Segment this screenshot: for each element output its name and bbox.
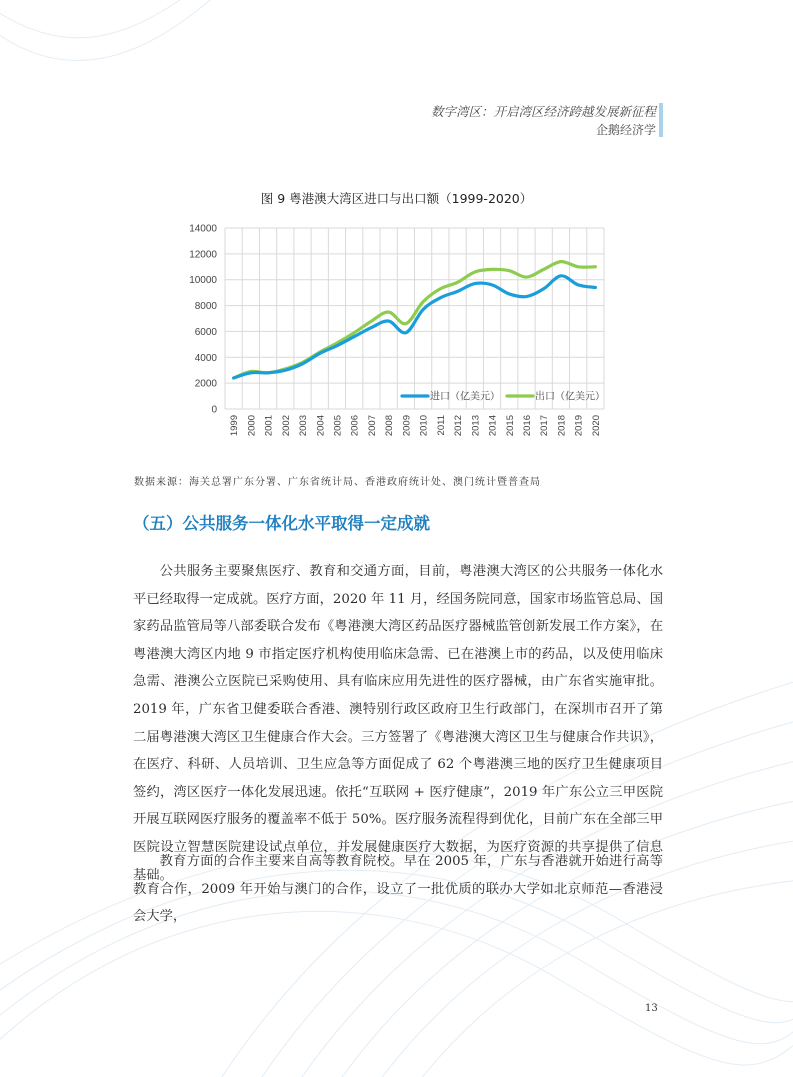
x-tick-label: 2016 [521,415,533,437]
figure-caption: 图 9 粤港澳大湾区进口与出口额（1999-2020） [260,191,533,206]
x-tick-label: 2015 [504,415,516,437]
paragraph-education [133,848,663,931]
chart-legend [402,390,605,403]
x-tick-label: 2007 [366,415,378,437]
x-tick-label: 2006 [349,415,361,437]
x-tick-label: 1999 [229,415,241,437]
x-tick-label: 2001 [263,415,275,437]
header-title: 数字湾区：开启湾区经济跨越发展新征程 [430,104,656,119]
x-tick-label: 2002 [280,415,292,437]
y-tick-label: 0 [211,404,217,416]
page-number: 13 [645,1003,658,1014]
header-subtitle: 企鹅经济学 [595,123,656,137]
y-tick-label: 14000 [189,223,217,235]
x-tick-label: 2018 [556,415,568,437]
chart-axes [189,224,602,437]
x-tick-label: 2005 [332,415,344,437]
section-title: （五）公共服务一体化水平取得一定成就 [133,514,430,533]
y-tick-label: 8000 [194,301,217,313]
y-tick-label: 4000 [194,352,217,364]
x-tick-label: 2020 [590,415,602,437]
y-tick-label: 12000 [189,249,217,261]
chart-grid [225,228,604,409]
legend-label-import: 进口（亿美元） [430,391,500,403]
x-tick-label: 2013 [470,415,482,437]
x-tick-label: 2012 [453,415,465,437]
y-tick-label: 6000 [194,326,217,338]
x-tick-label: 2017 [539,415,551,437]
x-tick-label: 2011 [435,415,447,436]
x-tick-label: 2008 [384,415,396,437]
paragraph-medical [133,558,663,889]
x-tick-label: 2019 [573,415,585,437]
x-tick-label: 2010 [418,415,430,437]
x-tick-label: 2003 [298,415,310,437]
x-tick-label: 2000 [246,415,258,437]
x-tick-label: 2014 [487,415,499,437]
running-header [431,103,656,139]
paragraph-text: 公共服务主要聚焦医疗、教育和交通方面，目前，粤港澳大湾区的公共服务一体化水平已经取得一定成就。医疗方面，2020 年 11 月，经国务院同意，国家市场监管总局、国家药品监管局等八部委联合发布《粤港澳大湾区药品医疗器械监管创新发展工作方案》，在粤港澳大湾区内地 9 市指定医疗机构使用临床急需、已在港澳上市的药品，以及使用临床急需、港澳公立医院已采购使用、具有临床应用先进性的医疗器械，由广东省实施审批。2019 年，广东省卫健委联合香港、澳特别行政区政府卫生行政部门，在深圳市召开了第二届粤港澳大湾区卫生健康合作大会。三方签署了《粤港澳大湾区卫生与健康合作共识》，在医疗、科研、人员培训、卫生应急等方面促成了 62 个粤港澳三地的医疗卫生健康项目签约，湾区医疗一体化发展迅速。依托“互联网 + 医疗健康”，2019 年广东公立三甲医院开展互联网医疗服务的覆盖率不低于 50%。医疗服务流程得到优化，目前广东在全部三甲医院设立智慧医院建设试点单位，并发展健康医疗大数据，为医疗资源的共享提供了信息基础。 [133,564,663,883]
y-tick-label: 10000 [189,275,217,287]
line-chart [180,216,620,461]
y-tick-label: 2000 [194,378,217,390]
data-source-note: 数据来源：海关总署广东分署、广东省统计局、香港政府统计处、澳门统计暨普查局 [134,477,541,488]
x-tick-label: 2009 [401,415,413,437]
legend-label-export: 出口（亿美元） [535,391,605,403]
x-tick-label: 2004 [315,415,327,437]
header-accent-bar [659,103,663,137]
paragraph-text: 教育方面的合作主要来自高等教育院校。早在 2005 年，广东与香港就开始进行高等教育合作，2009 年开始与澳门的合作，设立了一批优质的联办大学如北京师范—香港浸会大学， [133,854,663,925]
